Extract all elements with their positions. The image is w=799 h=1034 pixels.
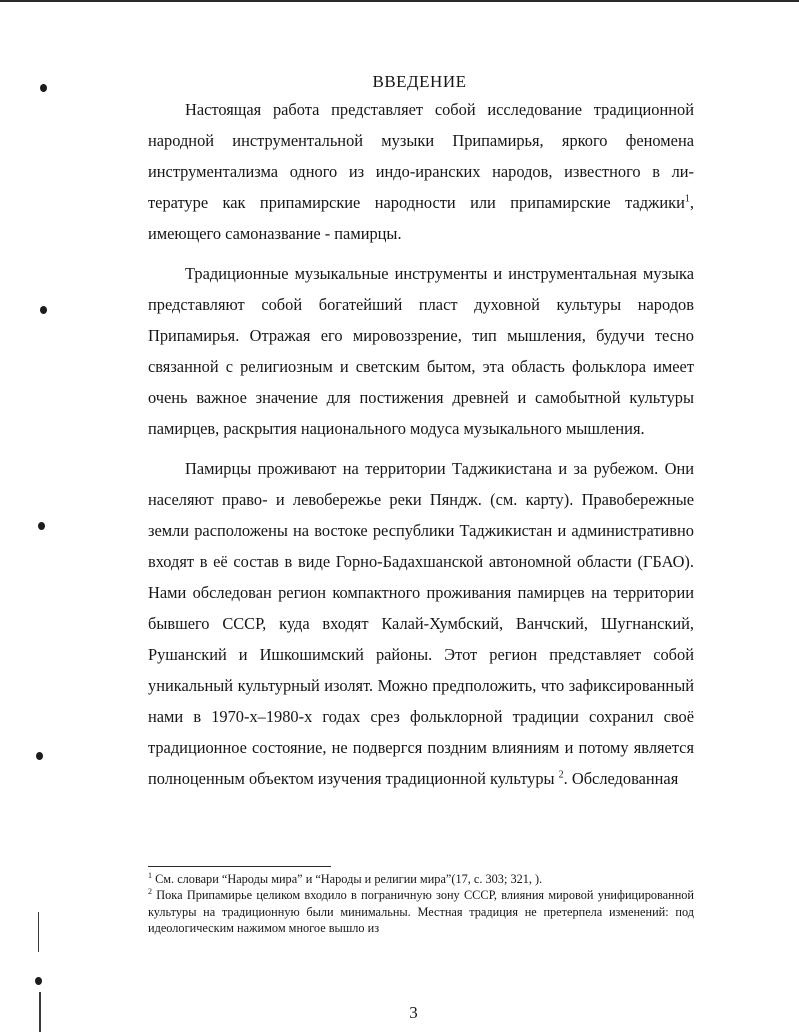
footnote-number: 1 [148, 870, 152, 880]
scan-edge-line [38, 912, 39, 952]
footnote-number: 2 [148, 887, 152, 897]
footnote: $^2$ Пока Припамирье целиком входило в пограничную зону СССР, влияния мировой унифицированной культуры на традиционную были минимальны. Местная традиция не претерпела изменений: под идеологическим нажимом многое вышло из [148, 887, 695, 935]
page-title: ВВЕДЕНИЕ [372, 72, 467, 91]
scan-top-rule [0, 0, 799, 2]
body-text [148, 94, 694, 794]
paragraph: Настоящая работа представляет собой исследование традиционной народной инструментальной музыки Припамирья, яркого феномена инструментализма одного из индо-иранских народов, известного в литературе как припамирские народности или припамирские таджики$^1$, имеющего самоназвание - памирцы. [148, 100, 694, 243]
paragraph: Памирцы проживают на территории Таджикистана и за рубежом. Они населяют право- и левобережье реки Пяндж. (см. карту). Правобережные земли расположены на востоке республики Таджикистан и административно входят в её состав в виде Горно-Бадахшанской автономной области (ГБАО). Нами обследован регион компактного проживания памирцев на территории бывшего СССР, куда входят Калай-Хумбский, Ванчский, Шугнанский, Рушанский и Ишкошимский районы. Этот регион представляет собой уникальный культурный изолят. Можно предположить, что зафиксированный нами в 1970-х–1980-х годах срез фольклорной традиции сохранил своё традиционное состояние, не подвергся поздним влияниям и потому является полноценным объектом изучения традиционной культуры $^2$. Обследованная [148, 459, 694, 788]
page-number: 3 [409, 1003, 418, 1022]
footnote-reference[interactable]: 1 [684, 193, 690, 205]
binder-hole-mark [38, 522, 45, 530]
footnote-separator [148, 866, 331, 867]
binder-hole-mark [36, 752, 43, 760]
binder-hole-mark [40, 306, 47, 314]
footnotes [148, 871, 694, 936]
footnote: $^1$ См. словари “Народы мира” и “Народы и религии мира”(17, с. 303; 321, ). [148, 870, 543, 886]
paragraph: Традиционные музыкальные инструменты и инструментальная музыка представляют собой богатейший пласт духовной культуры народов Припамирья. Отражая его мировоззрение, тип мышления, будучи тесно связанной с религиозным и светским бытом, эта область фольклора имеет очень важное значение для постижения древней и самобытной культуры памирцев, раскрытия национального модуса музыкального мышления. [148, 264, 694, 438]
binder-hole-mark [35, 977, 42, 985]
footnote-reference[interactable]: 2 [558, 769, 564, 781]
